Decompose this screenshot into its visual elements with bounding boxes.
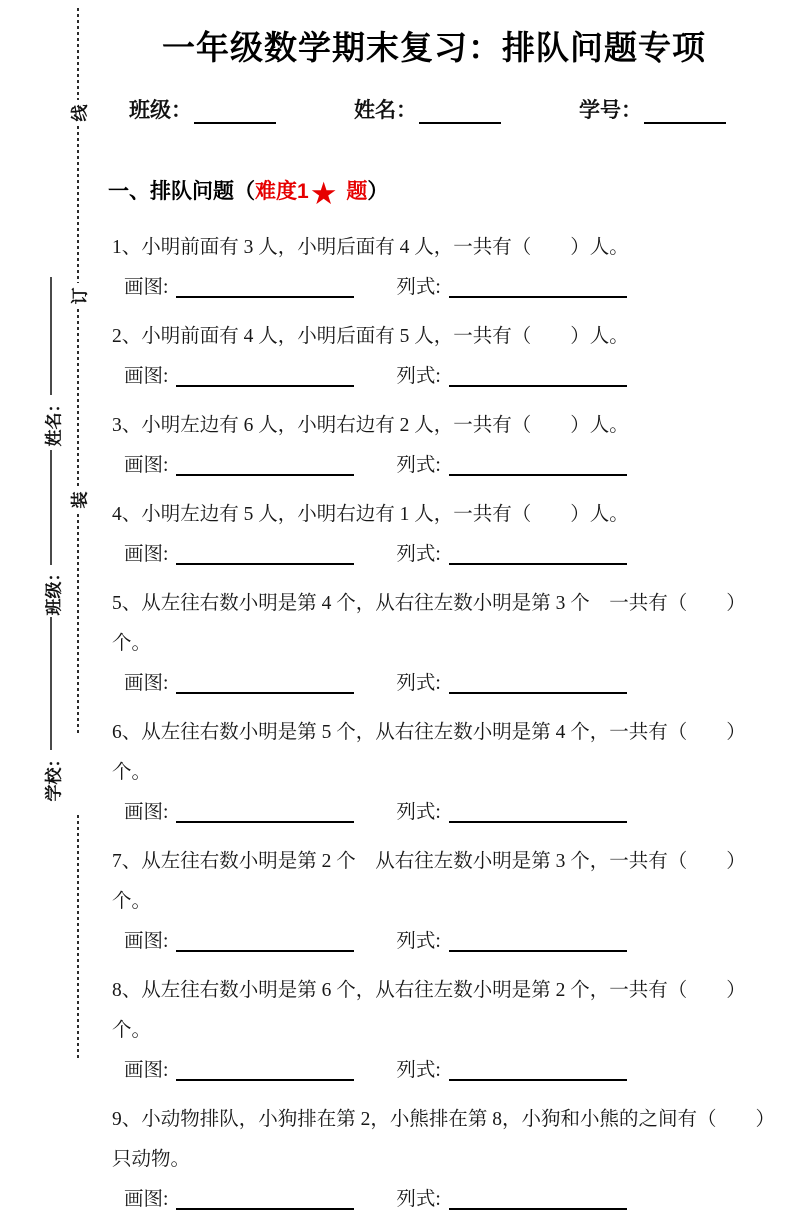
draw-label: 画图: — [124, 366, 169, 387]
star-icon: ★ — [309, 176, 338, 212]
draw-answer-blank — [176, 1075, 354, 1081]
formula-answer-blank — [449, 381, 627, 387]
formula-label: 列式: — [396, 802, 441, 823]
class-field-blank — [194, 96, 276, 124]
formula-answer-blank — [449, 946, 627, 952]
question-number: 4、 — [112, 504, 142, 525]
binding-dotted-line-segment — [77, 514, 79, 733]
question-text: 小动物排队，小狗排在第 2，小熊排在第 8，小狗和小熊的之间有（ ）只动物。 — [112, 1109, 766, 1170]
question-text: 从左往右数小明是第 4 个，从右往左数小明是第 3 个 一共有（ ）个。 — [112, 593, 746, 654]
formula-label: 列式: — [396, 277, 441, 298]
answer-row — [124, 664, 772, 704]
name-field — [354, 94, 501, 124]
margin-fill-line — [50, 617, 52, 750]
question-item-8 — [112, 971, 772, 1091]
binding-dotted-line-segment — [77, 126, 79, 283]
question-number: 8、 — [112, 980, 142, 1001]
question-item-4 — [112, 495, 772, 575]
formula-label: 列式: — [396, 366, 441, 387]
answer-row — [124, 535, 772, 575]
formula-answer-blank — [449, 688, 627, 694]
margin-field-name: 姓名： — [44, 395, 64, 447]
question-text: 小明前面有 3 人，小明后面有 4 人，一共有（ ）人。 — [141, 237, 629, 258]
binding-char-ding: 订 — [70, 287, 90, 305]
name-field-blank — [419, 96, 501, 124]
binding-dotted-line-segment — [77, 8, 79, 100]
draw-answer-blank — [176, 470, 354, 476]
question-number: 2、 — [112, 326, 142, 347]
student-info-row — [129, 94, 773, 124]
draw-label: 画图: — [124, 277, 169, 298]
question-text: 小明左边有 5 人，小明右边有 1 人，一共有（ ）人。 — [141, 504, 629, 525]
student-number-field-label: 学号： — [579, 99, 642, 122]
draw-label: 画图: — [124, 931, 169, 952]
question-text: 小明前面有 4 人，小明后面有 5 人，一共有（ ）人。 — [141, 326, 629, 347]
difficulty-text: 难度1 — [255, 180, 309, 203]
draw-answer-blank — [176, 559, 354, 565]
formula-answer-blank — [449, 1204, 627, 1210]
formula-answer-blank — [449, 817, 627, 823]
question-text: 从左往右数小明是第 6 个，从右往左数小明是第 2 个，一共有（ ）个。 — [112, 980, 746, 1041]
margin-field-school: 学校： — [44, 750, 64, 802]
formula-label: 列式: — [396, 673, 441, 694]
formula-label: 列式: — [396, 931, 441, 952]
margin-fill-line — [50, 277, 52, 395]
question-number: 7、 — [112, 851, 142, 872]
question-text: 从左往右数小明是第 2 个 从右往左数小明是第 3 个，一共有（ ）个。 — [112, 851, 746, 912]
formula-label: 列式: — [396, 1189, 441, 1210]
section-heading-text: 一、排队问题（ — [108, 180, 255, 203]
draw-label: 画图: — [124, 673, 169, 694]
difficulty-suffix: 题 — [340, 180, 368, 203]
answer-row — [124, 268, 772, 308]
question-number: 6、 — [112, 722, 142, 743]
draw-label: 画图: — [124, 544, 169, 565]
answer-row — [124, 446, 772, 486]
student-number-field-blank — [644, 96, 726, 124]
binding-dotted-line-segment — [77, 815, 79, 1060]
formula-label: 列式: — [396, 544, 441, 565]
question-item-7 — [112, 842, 772, 962]
question-number: 5、 — [112, 593, 142, 614]
question-number: 3、 — [112, 415, 142, 436]
formula-answer-blank — [449, 470, 627, 476]
answer-row — [124, 922, 772, 962]
section-header — [108, 176, 773, 212]
binding-char-xian: 线 — [70, 104, 90, 122]
draw-answer-blank — [176, 946, 354, 952]
binding-dotted-line-segment — [77, 309, 79, 487]
question-item-6 — [112, 713, 772, 833]
question-number: 1、 — [112, 237, 142, 258]
draw-label: 画图: — [124, 1060, 169, 1081]
formula-label: 列式: — [396, 1060, 441, 1081]
question-item-1 — [112, 228, 772, 308]
formula-answer-blank — [449, 1075, 627, 1081]
class-field — [129, 94, 276, 124]
class-field-label: 班级： — [129, 99, 192, 122]
draw-label: 画图: — [124, 1189, 169, 1210]
section-heading-close: ） — [367, 180, 389, 203]
answer-row — [124, 1051, 772, 1091]
draw-answer-blank — [176, 817, 354, 823]
formula-label: 列式: — [396, 455, 441, 476]
answer-row — [124, 793, 772, 833]
question-list — [112, 228, 772, 1220]
question-number: 9、 — [112, 1109, 142, 1130]
formula-answer-blank — [449, 559, 627, 565]
question-text: 从左往右数小明是第 5 个，从右往左数小明是第 4 个，一共有（ ）个。 — [112, 722, 746, 783]
formula-answer-blank — [449, 292, 627, 298]
draw-answer-blank — [176, 688, 354, 694]
draw-answer-blank — [176, 292, 354, 298]
student-number-field — [579, 94, 726, 124]
question-item-3 — [112, 406, 772, 486]
question-text: 小明左边有 6 人，小明右边有 2 人，一共有（ ）人。 — [141, 415, 629, 436]
question-item-2 — [112, 317, 772, 397]
page-title: 一年级数学期末复习：排队问题专项 — [162, 31, 706, 67]
margin-field-class: 班级： — [44, 564, 64, 616]
answer-row — [124, 357, 772, 397]
draw-answer-blank — [176, 1204, 354, 1210]
draw-answer-blank — [176, 381, 354, 387]
answer-row — [124, 1180, 772, 1220]
binding-char-zhuang: 装 — [70, 491, 90, 509]
worksheet-content — [95, 0, 773, 1229]
question-item-9 — [112, 1100, 772, 1220]
question-item-5 — [112, 584, 772, 704]
draw-label: 画图: — [124, 455, 169, 476]
draw-label: 画图: — [124, 802, 169, 823]
name-field-label: 姓名： — [354, 99, 417, 122]
margin-fill-line — [50, 450, 52, 565]
